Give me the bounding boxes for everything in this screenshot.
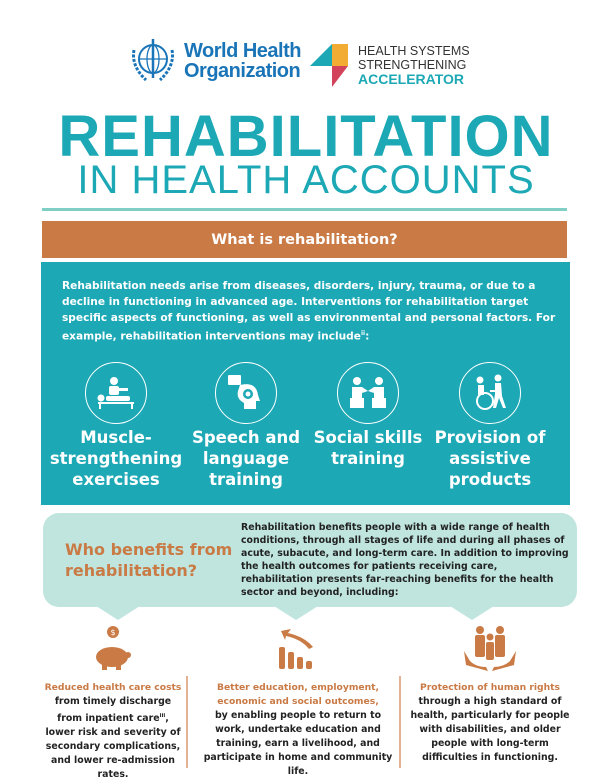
column-divider xyxy=(186,676,188,768)
benefit-body: through a high standard of health, particularly for people with disabilities, and older people with long-term difficulties in functioning. xyxy=(410,696,570,763)
intervention-muscle xyxy=(51,362,181,490)
benefit-rights xyxy=(410,625,570,765)
who-logo xyxy=(128,36,301,86)
benefit-costs xyxy=(42,625,184,782)
intervention-social xyxy=(303,362,433,469)
benefit-body-a: from timely discharge from inpatient care xyxy=(54,696,172,725)
divider-rule xyxy=(42,208,567,211)
intervention-speech xyxy=(181,362,311,490)
head-gear-speech-icon xyxy=(215,362,277,424)
footnote-ref: ii xyxy=(360,330,366,337)
svg-text:$: $ xyxy=(110,628,116,637)
intervention-label: Provision of assistive products xyxy=(434,428,546,489)
benefit-body-b: , lower risk and severity of secondary complications, and lower re-admission rates. xyxy=(45,713,181,781)
pointer xyxy=(274,606,318,620)
piggy-bank-icon xyxy=(90,625,136,671)
benefit-heading: Reduced health care costs xyxy=(44,682,182,693)
section-heading-what: What is rehabilitation? xyxy=(42,221,567,258)
intervention-assistive xyxy=(425,362,555,490)
page-title: REHABILITATION xyxy=(58,104,554,169)
pointer xyxy=(96,606,140,620)
intervention-label: Muscle-strengthening exercises xyxy=(49,428,183,489)
massage-therapy-icon xyxy=(85,362,147,424)
hss-line3: ACCELERATOR xyxy=(358,71,465,87)
benefit-education xyxy=(200,625,396,779)
intro-end: : xyxy=(365,330,370,343)
who-name-line1: World Health xyxy=(184,40,301,62)
page-subtitle: IN HEALTH ACCOUNTS xyxy=(77,158,535,202)
rehab-intro-text xyxy=(62,278,562,345)
hss-line1: HEALTH SYSTEMS xyxy=(358,44,470,58)
benefit-body xyxy=(42,695,184,782)
hss-line2: STRENGTHENING xyxy=(358,58,467,72)
two-people-talking-icon xyxy=(337,362,399,424)
intervention-label: Speech and language training xyxy=(191,428,301,489)
family-hands-icon xyxy=(462,625,518,671)
benefit-body: by enabling people to return to work, undertake education and training, earn a livelihood, and participate in home and community life. xyxy=(203,710,393,777)
hss-logo xyxy=(310,42,470,88)
benefits-intro-text: Rehabilitation benefits people with a wide range of health conditions, through all stages of life and during all phases of acute, subacute, and long-term care. In addition to improving the health outcomes for patients receiving care, rehabilitation presents far-reaching benefits for the health sector and beyond, including: xyxy=(241,522,569,598)
wheelchair-icon xyxy=(459,362,521,424)
section-heading-who: Who benefits from rehabilitation? xyxy=(65,540,233,580)
growth-chart-icon xyxy=(275,625,321,671)
footnote-ref: iii xyxy=(159,713,166,719)
benefit-heading: Better education, employment, economic and social outcomes, xyxy=(216,682,380,707)
column-divider xyxy=(399,676,401,768)
intervention-label: Social skills training xyxy=(313,428,423,468)
who-emblem-icon xyxy=(128,36,178,86)
intro-body: Rehabilitation needs arise from diseases, disorders, injury, trauma, or due to a decline in functioning in advanced age. Interventions for rehabilitation target specific aspects of functioning, as well as environmental and personal factors. For example, rehabilitation interventions may include xyxy=(62,280,556,343)
hss-accelerator-mark-icon xyxy=(310,42,348,88)
pointer xyxy=(450,606,494,620)
who-name-line2: Organization xyxy=(184,60,301,82)
benefit-heading: Protection of human rights xyxy=(420,682,560,693)
